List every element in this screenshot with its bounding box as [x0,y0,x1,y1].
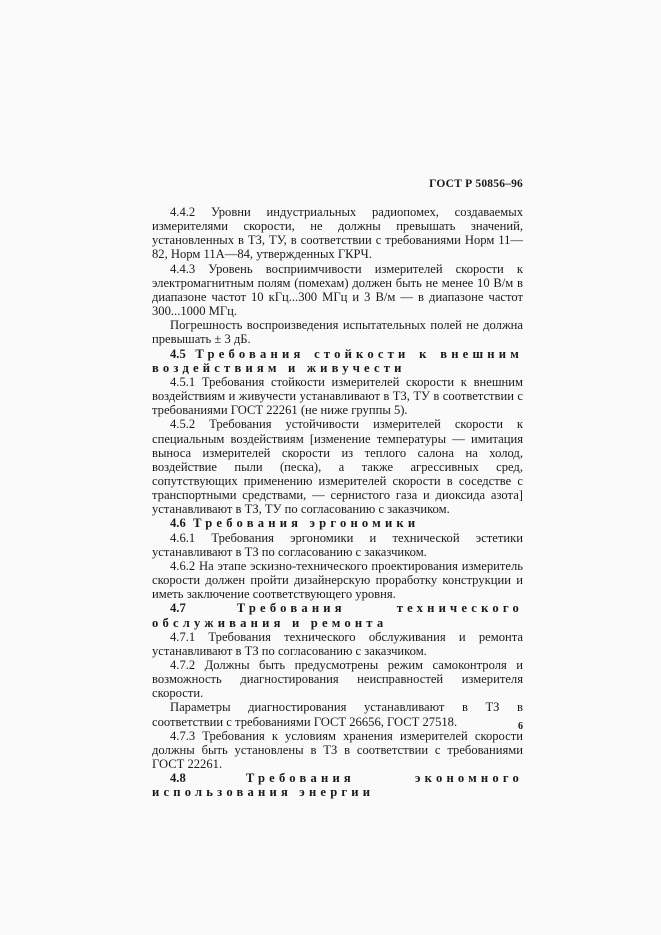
section-title: Требования экономного использования энергии [152,771,523,800]
section-heading-4-8 [152,771,523,799]
clause-4-7-1: 4.7.1 Требования технического обслуживания и ремонта устанавливают в ТЗ по согласованию с заказчиком. [152,629,523,658]
section-number: 4.5 [170,346,186,361]
section-number: 4.7 [170,601,186,616]
section-title: Требования эргономики [193,516,420,531]
document-code-header: ГОСТ Р 50856–96 [429,178,523,190]
clause-4-7-2: 4.7.2 Должны быть предусмотрены режим самоконтроля и возможность диагностирования неисправностей измерителя скорости. [152,658,523,701]
section-number: 4.6 [170,516,186,531]
section-title: Требования стойкости к внешним воздействиям и живучести [152,346,523,375]
section-title: Требования технического обслуживания и ремонта [152,601,523,630]
clause-4-5-1: 4.5.1 Требования стойкости измерителей скорости к внешним воздействиям и живучести устанавливают в ТЗ, ТУ в соответствии с требованиями ГОСТ 22261 (не ниже группы 5). [152,374,523,418]
document-body [152,205,523,800]
clause-4-7-2-parameters: Параметры диагностирования устанавливают в ТЗ в соответствии с требованиями ГОСТ 26656, ГОСТ 27518. [152,700,523,729]
clause-4-6-2: 4.6.2 На этапе эскизно-технического проектирования измеритель скорости должен пройти дизайнерскую проработку конструкции и иметь заключение соответствующего уровня. [152,558,523,602]
section-heading-4-5 [152,347,523,375]
clause-4-4-3: 4.4.3 Уровень восприимчивости измерителей скорости к электромагнитным полям (помехам) должен быть не менее 10 В/м в диапазоне частот 10 кГц...300 МГц и 3 В/м — в диапазоне частот 300...1000 МГц. [152,261,523,319]
section-heading-4-6 [152,516,523,530]
clause-4-7-3: 4.7.3 Требования к условиям хранения измерителей скорости должны быть установлены в ТЗ в соответствии с требованиями ГОСТ 22261. [152,728,523,772]
page-number: 6 [518,721,523,732]
clause-4-4-3-tolerance: Погрешность воспроизведения испытательных полей не должна превышать ± 3 дБ. [152,318,523,347]
clause-4-5-2: 4.5.2 Требования устойчивости измерителей скорости к специальным воздействиям [изменение температуры — имитация выноса измерителей скорости из теплого салона на холод, воздействие пыли (песка), а также агрессивных сред, сопутствующих применению измерителей скорости в соседстве с транспортными средствами, — сернистого газа и диоксида азота] устанавливают в ТЗ, ТУ по согласованию с заказчиком. [152,417,523,517]
clause-4-4-2: 4.4.2 Уровни индустриальных радиопомех, создаваемых измерителями скорости, не должны превышать значений, установленных в ТЗ, ТУ, в соответствии с требованиями Норм 11—82, Норм 11А—84, утвержденных ГКРЧ. [152,205,523,262]
section-heading-4-7 [152,601,523,629]
section-number: 4.8 [170,771,186,786]
clause-4-6-1: 4.6.1 Требования эргономики и технической эстетики устанавливают в ТЗ по согласованию с заказчиком. [152,530,523,559]
